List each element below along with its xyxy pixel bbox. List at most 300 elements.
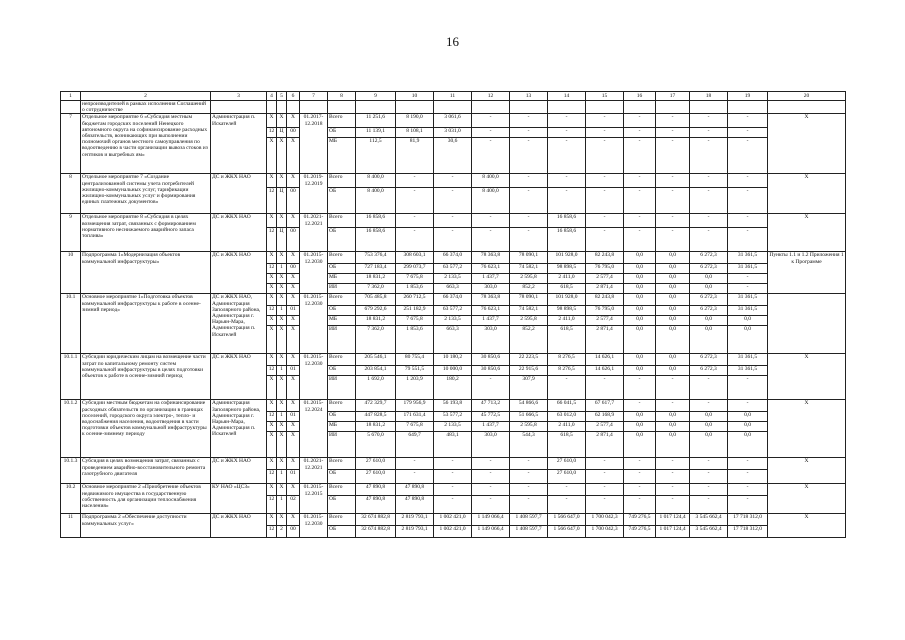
- executor-cell: ДС и ЖКХ НАО: [211, 174, 267, 214]
- amount-cell: 8 400,0: [472, 188, 510, 214]
- code-cell: Х: [287, 354, 300, 366]
- amount-cell: -: [728, 128, 768, 138]
- amount-cell: 0,0: [624, 316, 656, 326]
- amount-cell: 8 400,0: [472, 174, 510, 188]
- code-cell: Ц: [277, 188, 287, 214]
- amount-cell: 2 819 793,1: [396, 526, 434, 538]
- amount-cell: 1 203,9: [396, 376, 434, 400]
- empty-cell: [396, 101, 434, 114]
- code-cell: Х: [287, 326, 300, 354]
- amount-cell: 8 400,0: [356, 188, 396, 214]
- code-cell: 00: [287, 188, 300, 214]
- amount-cell: 0,0: [656, 326, 690, 354]
- amount-cell: 0,0: [624, 366, 656, 376]
- code-cell: Х: [277, 514, 287, 526]
- measure-name-cell: Субсидии юридическим лицам на возмещение части затрат по капитальному ремонту систем коммунальной инфраструктуры в целях подготовки объектов к работе в осенне-зимний период: [81, 354, 211, 400]
- column-number-cell: 8: [328, 92, 356, 101]
- code-cell: 1: [277, 412, 287, 422]
- amount-cell: -: [656, 484, 690, 496]
- code-cell: Х: [267, 252, 277, 264]
- amount-cell: -: [586, 114, 624, 128]
- code-cell: Х: [287, 252, 300, 264]
- funding-source-cell: ОБ: [328, 496, 356, 514]
- amount-cell: 3 061,6: [434, 114, 472, 128]
- funding-source-cell: ИИ: [328, 432, 356, 458]
- amount-cell: -: [690, 458, 728, 470]
- amount-cell: 66 374,0: [434, 294, 472, 306]
- empty-cell: [328, 101, 356, 114]
- amount-cell: -: [728, 496, 768, 514]
- measure-name-cell: Отдельное мероприятие 8 «Субсидия в целях возмещения затрат, связанных с формированием нормативного неснижаемого аварийного запаса топлива»: [81, 214, 211, 252]
- amount-cell: 0,0: [728, 422, 768, 432]
- empty-cell: [211, 101, 267, 114]
- code-cell: Х: [267, 284, 277, 294]
- amount-cell: 203 854,1: [356, 366, 396, 376]
- executor-cell: Администрация Заполярного района, Администрация г. Нарьян-Мара, Администрация п. Искателей: [211, 400, 267, 458]
- amount-cell: 8 276,5: [548, 354, 586, 366]
- indicator-cell: [768, 294, 846, 354]
- executor-cell: ДС и ЖКХ НАО: [211, 214, 267, 252]
- amount-cell: -: [586, 496, 624, 514]
- amount-cell: 1 437,7: [472, 422, 510, 432]
- period-cell: 01.2015-12.2030: [300, 252, 328, 294]
- code-cell: Х: [267, 422, 277, 432]
- amount-cell: 749 276,5: [624, 514, 656, 526]
- amount-cell: -: [624, 214, 656, 228]
- amount-cell: 0,0: [624, 412, 656, 422]
- code-cell: Ц: [277, 128, 287, 138]
- amount-cell: -: [728, 484, 768, 496]
- code-cell: Х: [287, 458, 300, 470]
- amount-cell: 1 853,6: [396, 284, 434, 294]
- code-cell: Х: [277, 400, 287, 412]
- amount-cell: 17 718 312,0: [728, 514, 768, 526]
- amount-cell: 31 361,5: [728, 294, 768, 306]
- funding-source-cell: ИИ: [328, 376, 356, 400]
- code-cell: 01: [287, 366, 300, 376]
- funding-source-cell: Всего: [328, 294, 356, 306]
- funding-source-cell: ОБ: [328, 228, 356, 252]
- amount-cell: 67 617,7: [586, 400, 624, 412]
- amount-cell: -: [396, 174, 434, 188]
- code-cell: 02: [287, 496, 300, 514]
- table-row: [61, 484, 846, 496]
- amount-cell: 47 713,2: [472, 400, 510, 412]
- amount-cell: 0,0: [690, 412, 728, 422]
- amount-cell: -: [656, 188, 690, 214]
- amount-cell: 1 002 421,0: [434, 514, 472, 526]
- amount-cell: 27 610,0: [548, 458, 586, 470]
- page-number: 16: [446, 34, 459, 49]
- measure-name-cell: Основное мероприятие 1«Подготовка объектов коммунальной инфраструктуры к работе в осенне-зимний период»: [81, 294, 211, 354]
- code-cell: 1: [277, 470, 287, 484]
- amount-cell: -: [510, 174, 548, 188]
- amount-cell: 1 408 597,7: [510, 526, 548, 538]
- amount-cell: 705 485,8: [356, 294, 396, 306]
- funding-source-cell: ОБ: [328, 188, 356, 214]
- code-cell: Х: [287, 316, 300, 326]
- code-cell: Х: [277, 354, 287, 366]
- code-cell: Х: [287, 376, 300, 400]
- code-cell: 1: [277, 264, 287, 274]
- executor-cell: ДС и ЖКХ НАО: [211, 354, 267, 400]
- code-cell: Х: [267, 458, 277, 470]
- table-row: [61, 514, 846, 526]
- amount-cell: -: [624, 114, 656, 128]
- amount-cell: 749 276,5: [624, 526, 656, 538]
- code-cell: Х: [267, 294, 277, 306]
- executor-cell: ДС и ЖКХ НАО, Администрация Заполярного района, Администрация г. Нарьян-Мара, Администрация п. Искателей: [211, 294, 267, 354]
- amount-cell: -: [548, 138, 586, 174]
- amount-cell: 2 871,4: [586, 326, 624, 354]
- amount-cell: 3 545 662,4: [690, 526, 728, 538]
- amount-cell: 31 361,5: [728, 366, 768, 376]
- amount-cell: 2 577,4: [586, 274, 624, 284]
- amount-cell: -: [690, 228, 728, 252]
- amount-cell: 2 411,0: [548, 274, 586, 284]
- column-number-cell: 19: [728, 92, 768, 101]
- amount-cell: -: [656, 114, 690, 128]
- code-cell: Х: [277, 458, 287, 470]
- row-number-cell: 8: [61, 174, 81, 214]
- amount-cell: -: [396, 470, 434, 484]
- table-row: [61, 114, 846, 128]
- amount-cell: 101 928,0: [548, 294, 586, 306]
- amount-cell: -: [728, 284, 768, 294]
- amount-cell: 27 610,0: [356, 458, 396, 470]
- amount-cell: 10 000,0: [434, 366, 472, 376]
- amount-cell: 0,0: [656, 294, 690, 306]
- table-row: [61, 101, 846, 114]
- measure-name-cell: Подпрограмма 2 «Обеспечение доступности коммунальных услуг»: [81, 514, 211, 538]
- amount-cell: -: [690, 470, 728, 484]
- amount-cell: -: [656, 458, 690, 470]
- amount-cell: -: [624, 228, 656, 252]
- code-cell: Х: [287, 514, 300, 526]
- amount-cell: 11 251,6: [356, 114, 396, 128]
- amount-cell: 179 956,9: [396, 400, 434, 412]
- amount-cell: 18 831,2: [356, 422, 396, 432]
- amount-cell: -: [510, 470, 548, 484]
- amount-cell: -: [472, 484, 510, 496]
- amount-cell: -: [434, 496, 472, 514]
- code-cell: Х: [277, 174, 287, 188]
- empty-cell: [434, 101, 472, 114]
- amount-cell: -: [396, 458, 434, 470]
- amount-cell: -: [624, 458, 656, 470]
- amount-cell: -: [690, 188, 728, 214]
- amount-cell: 7 675,8: [396, 274, 434, 284]
- amount-cell: 32 674 882,8: [356, 526, 396, 538]
- code-cell: Х: [287, 400, 300, 412]
- amount-cell: 1 149 066,4: [472, 526, 510, 538]
- amount-cell: 663,3: [434, 284, 472, 294]
- amount-cell: -: [472, 376, 510, 400]
- period-cell: 01.2021-12.2021: [300, 458, 328, 484]
- amount-cell: -: [624, 174, 656, 188]
- amount-cell: -: [656, 128, 690, 138]
- funding-source-cell: Всего: [328, 252, 356, 264]
- code-cell: Х: [287, 214, 300, 228]
- funding-source-cell: ОБ: [328, 526, 356, 538]
- amount-cell: 31 361,5: [728, 252, 768, 264]
- amount-cell: -: [548, 128, 586, 138]
- code-cell: Х: [287, 294, 300, 306]
- table-row: [61, 458, 846, 470]
- amount-cell: -: [656, 496, 690, 514]
- code-cell: Х: [277, 214, 287, 228]
- code-cell: Х: [267, 174, 277, 188]
- column-number-cell: 9: [356, 92, 396, 101]
- amount-cell: -: [510, 484, 548, 496]
- amount-cell: 76 623,1: [472, 264, 510, 274]
- amount-cell: -: [690, 114, 728, 128]
- amount-cell: 2 871,4: [586, 432, 624, 458]
- code-cell: 00: [287, 228, 300, 252]
- amount-cell: 66 041,5: [548, 400, 586, 412]
- amount-cell: 251 182,9: [396, 306, 434, 316]
- funding-source-cell: Всего: [328, 214, 356, 228]
- empty-cell: [277, 101, 287, 114]
- amount-cell: -: [624, 376, 656, 400]
- amount-cell: 6 272,3: [690, 294, 728, 306]
- amount-cell: 80 755,4: [396, 354, 434, 366]
- amount-cell: -: [434, 484, 472, 496]
- amount-cell: -: [434, 470, 472, 484]
- amount-cell: 1 700 042,3: [586, 526, 624, 538]
- amount-cell: 618,5: [548, 326, 586, 354]
- funding-source-cell: ОБ: [328, 366, 356, 376]
- amount-cell: -: [548, 174, 586, 188]
- funding-source-cell: ОБ: [328, 306, 356, 316]
- amount-cell: 0,0: [656, 274, 690, 284]
- amount-cell: 2 411,0: [548, 422, 586, 432]
- amount-cell: -: [510, 138, 548, 174]
- amount-cell: 7 362,0: [356, 284, 396, 294]
- amount-cell: 0,0: [656, 252, 690, 264]
- empty-cell: [656, 101, 690, 114]
- code-cell: Х: [277, 422, 287, 432]
- code-cell: 12: [267, 228, 277, 252]
- code-cell: 12: [267, 366, 277, 376]
- code-cell: Х: [277, 284, 287, 294]
- amount-cell: 727 183,4: [356, 264, 396, 274]
- code-cell: Х: [277, 114, 287, 128]
- amount-cell: 63 577,2: [434, 306, 472, 316]
- amount-cell: -: [690, 496, 728, 514]
- empty-cell: [624, 101, 656, 114]
- amount-cell: 0,0: [690, 326, 728, 354]
- empty-cell: [690, 101, 728, 114]
- amount-cell: -: [434, 188, 472, 214]
- amount-cell: 78 363,8: [472, 252, 510, 264]
- amount-cell: 1 437,7: [472, 274, 510, 284]
- amount-cell: 6 272,3: [690, 252, 728, 264]
- amount-cell: 16 858,6: [356, 228, 396, 252]
- amount-cell: 16 858,6: [356, 214, 396, 228]
- amount-cell: 53 577,2: [434, 412, 472, 422]
- amount-cell: -: [510, 114, 548, 128]
- amount-cell: 0,0: [656, 354, 690, 366]
- amount-cell: 2 411,0: [548, 316, 586, 326]
- amount-cell: 303,0: [472, 432, 510, 458]
- amount-cell: -: [472, 458, 510, 470]
- period-cell: 01.2015-12.2015: [300, 484, 328, 514]
- funding-source-cell: ИИ: [328, 284, 356, 294]
- row-number-cell: 10.1.1: [61, 354, 81, 400]
- amount-cell: 30 850,6: [472, 354, 510, 366]
- amount-cell: 2 819 793,1: [396, 514, 434, 526]
- code-cell: Х: [287, 422, 300, 432]
- amount-cell: 98 898,5: [548, 264, 586, 274]
- amount-cell: 76 795,0: [586, 306, 624, 316]
- code-cell: Ц: [277, 228, 287, 252]
- row-number-cell: 10: [61, 252, 81, 294]
- amount-cell: 54 866,6: [510, 400, 548, 412]
- code-cell: Х: [277, 376, 287, 400]
- amount-cell: 0,0: [624, 274, 656, 284]
- amount-cell: -: [472, 114, 510, 128]
- amount-cell: 171 631,4: [396, 412, 434, 422]
- amount-cell: 7 675,8: [396, 422, 434, 432]
- funding-source-cell: МБ: [328, 138, 356, 174]
- code-cell: 12: [267, 496, 277, 514]
- amount-cell: -: [510, 128, 548, 138]
- funding-source-cell: Всего: [328, 484, 356, 496]
- amount-cell: 30 850,6: [472, 366, 510, 376]
- amount-cell: 1 408 597,7: [510, 514, 548, 526]
- amount-cell: 308 603,1: [396, 252, 434, 264]
- amount-cell: 74 582,1: [510, 264, 548, 274]
- amount-cell: 180,2: [434, 376, 472, 400]
- indicator-cell: Х: [768, 400, 846, 458]
- amount-cell: -: [690, 376, 728, 400]
- amount-cell: -: [510, 228, 548, 252]
- amount-cell: 1 437,7: [472, 316, 510, 326]
- indicator-cell: Пункты 1.1 и 1.2 Приложения 1 к Программе: [768, 252, 846, 294]
- measure-name-cell: Субсидия в целях возмещения затрат, связанных с проведением аварийно-восстановительного ремонта газотрубного двигателя: [81, 458, 211, 484]
- amount-cell: 0,0: [624, 422, 656, 432]
- amount-cell: 0,0: [690, 284, 728, 294]
- amount-cell: 0,0: [656, 264, 690, 274]
- amount-cell: 81,9: [396, 138, 434, 174]
- amount-cell: 1 566 647,0: [548, 526, 586, 538]
- amount-cell: 8 108,1: [396, 128, 434, 138]
- measure-name-cell: Отдельное мероприятие 6 «Субсидия местным бюджетам городских поселений Ненецкого автономного округа на софинансирование расходных обязательств, возникающих при выполнении полномочий органов местного самоуправления по водоотведению в части организации вывоза стоков из септиков и выгребных ям»: [81, 114, 211, 174]
- column-number-cell: 18: [690, 92, 728, 101]
- amount-cell: 82 243,8: [586, 252, 624, 264]
- funding-source-cell: МБ: [328, 274, 356, 284]
- amount-cell: 18 831,2: [356, 274, 396, 284]
- amount-cell: 2 595,8: [510, 274, 548, 284]
- amount-cell: 0,0: [656, 366, 690, 376]
- amount-cell: 3 031,0: [434, 128, 472, 138]
- code-cell: 12: [267, 470, 277, 484]
- program-table: [60, 91, 846, 538]
- amount-cell: 0,0: [624, 306, 656, 316]
- amount-cell: -: [586, 458, 624, 470]
- amount-cell: 30,6: [434, 138, 472, 174]
- amount-cell: -: [434, 214, 472, 228]
- period-cell: 01.2021-12.2021: [300, 214, 328, 252]
- amount-cell: -: [624, 128, 656, 138]
- amount-cell: 1 692,0: [356, 376, 396, 400]
- funding-source-cell: ОБ: [328, 264, 356, 274]
- code-cell: Х: [277, 274, 287, 284]
- amount-cell: 0,0: [656, 284, 690, 294]
- amount-cell: -: [656, 228, 690, 252]
- amount-cell: 47 890,8: [396, 496, 434, 514]
- amount-cell: -: [690, 138, 728, 174]
- code-cell: 12: [267, 526, 277, 538]
- amount-cell: 0,0: [690, 422, 728, 432]
- amount-cell: -: [510, 188, 548, 214]
- code-cell: 1: [277, 496, 287, 514]
- column-number-cell: 12: [472, 92, 510, 101]
- funding-source-cell: Всего: [328, 174, 356, 188]
- amount-cell: 5 670,0: [356, 432, 396, 458]
- measure-name-cell: Отдельное мероприятие 7 «Создание централизованной системы учета потребителей жилищно-коммунальных услуг, тарификации жилищно-коммунальных услуг и формирования единых платежных документов»: [81, 174, 211, 214]
- amount-cell: 0,0: [728, 326, 768, 354]
- amount-cell: 78 090,1: [510, 294, 548, 306]
- amount-cell: 679 292,6: [356, 306, 396, 316]
- amount-cell: 16 858,6: [548, 228, 586, 252]
- amount-cell: -: [586, 484, 624, 496]
- code-cell: 00: [287, 128, 300, 138]
- code-cell: 01: [287, 412, 300, 422]
- amount-cell: -: [472, 138, 510, 174]
- amount-cell: 0,0: [656, 422, 690, 432]
- amount-cell: -: [624, 496, 656, 514]
- row-number-cell: 9: [61, 214, 81, 252]
- code-cell: Х: [267, 114, 277, 128]
- code-cell: Х: [287, 138, 300, 174]
- amount-cell: -: [586, 470, 624, 484]
- amount-cell: 82 243,8: [586, 294, 624, 306]
- empty-cell: [472, 101, 510, 114]
- amount-cell: 18 831,2: [356, 316, 396, 326]
- amount-cell: 22 223,5: [510, 354, 548, 366]
- executor-cell: Администрация п. Искателей: [211, 114, 267, 174]
- amount-cell: -: [472, 228, 510, 252]
- code-cell: Х: [267, 400, 277, 412]
- row-number-cell: 11: [61, 514, 81, 538]
- period-cell: 01.2015-12.2030: [300, 514, 328, 538]
- amount-cell: -: [510, 458, 548, 470]
- amount-cell: 0,0: [624, 252, 656, 264]
- amount-cell: 14 626,1: [586, 354, 624, 366]
- amount-cell: 0,0: [624, 284, 656, 294]
- indicator-cell: Х: [768, 484, 846, 514]
- amount-cell: -: [510, 496, 548, 514]
- amount-cell: 447 828,5: [356, 412, 396, 422]
- amount-cell: -: [434, 228, 472, 252]
- row-number-cell: [61, 101, 81, 114]
- column-number-cell: 10: [396, 92, 434, 101]
- period-cell: 01.2019-12.2019: [300, 174, 328, 214]
- amount-cell: 101 928,0: [548, 252, 586, 264]
- amount-cell: 0,0: [624, 354, 656, 366]
- code-cell: 00: [287, 526, 300, 538]
- amount-cell: 2 133,5: [434, 316, 472, 326]
- amount-cell: 10 180,2: [434, 354, 472, 366]
- amount-cell: 0,0: [728, 316, 768, 326]
- funding-source-cell: ОБ: [328, 128, 356, 138]
- empty-cell: [548, 101, 586, 114]
- column-number-cell: 11: [434, 92, 472, 101]
- amount-cell: 1 002 421,0: [434, 526, 472, 538]
- amount-cell: 31 361,5: [728, 354, 768, 366]
